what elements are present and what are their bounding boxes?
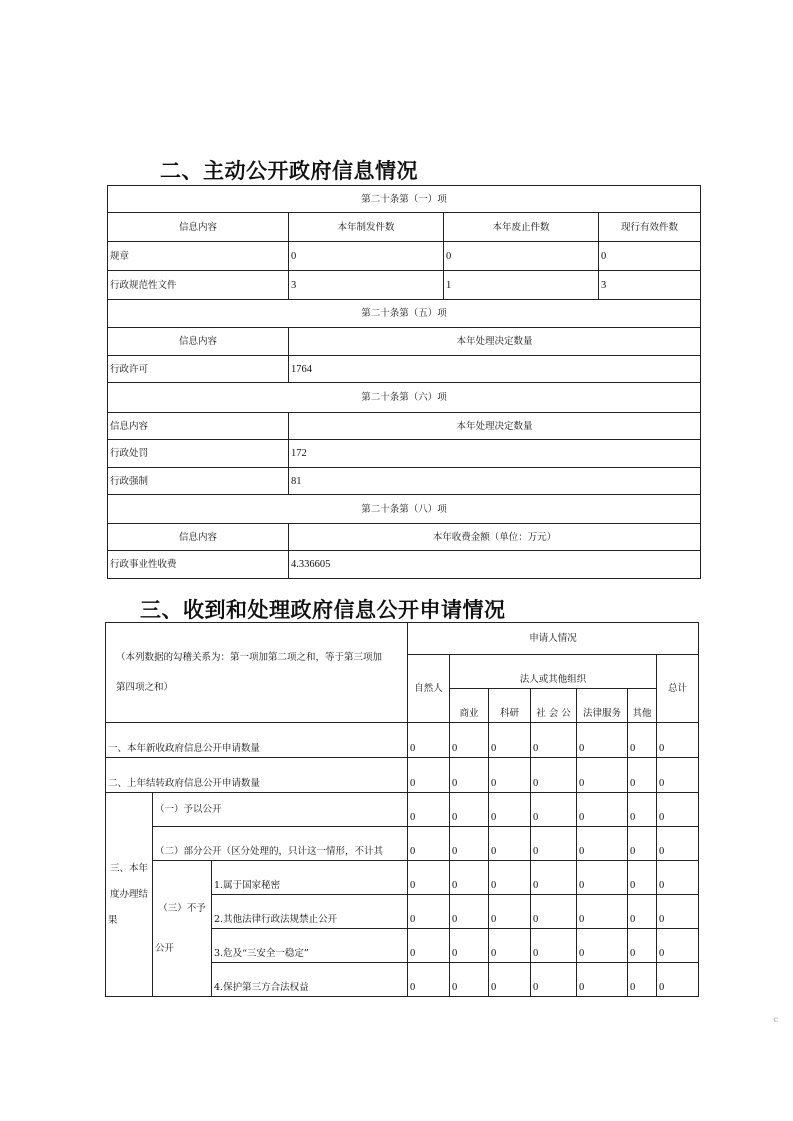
cell-value: 0 xyxy=(657,793,699,827)
row-label: 一、本年新收政府信息公开申请数量 xyxy=(106,723,408,758)
article-20-1-header: 第二十条第（一）项 xyxy=(108,186,701,213)
table-row xyxy=(108,242,701,271)
col-social: 社 会 公 xyxy=(531,689,577,723)
cell-value: 0 xyxy=(408,827,450,861)
row-label: 行政强制 xyxy=(108,468,289,495)
row-label: 2.其他法律行政法规禁止公开 xyxy=(212,895,408,929)
group-label-line1: 三、本年 xyxy=(109,862,148,874)
cell-value: 0 xyxy=(408,758,450,793)
article-20-5-header: 第二十条第（五）项 xyxy=(108,300,701,328)
cell-value: 0 xyxy=(450,793,489,827)
cell-value: 0 xyxy=(628,793,657,827)
abolished-value: 1 xyxy=(444,271,599,300)
table-row xyxy=(106,861,699,895)
issued-value: 0 xyxy=(289,242,444,271)
issued-value: 3 xyxy=(289,271,444,300)
col-research: 科研 xyxy=(489,689,531,723)
cell-value: 0 xyxy=(657,758,699,793)
cell-value: 0 xyxy=(531,827,577,861)
cell-value: 0 xyxy=(489,827,531,861)
row-label: 1.属于国家秘密 xyxy=(212,861,408,895)
valid-count-header: 现行有效件数 xyxy=(599,213,701,242)
natural-person-header: 自然人 xyxy=(408,655,450,723)
table-row xyxy=(108,468,701,495)
cell-value: 0 xyxy=(628,758,657,793)
application-handling-table xyxy=(105,622,699,997)
group-label-line2: 度办理结 xyxy=(109,888,148,900)
cell-value: 0 xyxy=(657,963,699,997)
cell-value: 0 xyxy=(489,758,531,793)
cell-value: 0 xyxy=(450,723,489,758)
cell-value: 0 xyxy=(628,929,657,963)
row-label: （一）予以公开 xyxy=(153,793,408,827)
cell-value: 0 xyxy=(489,963,531,997)
penalty-value: 172 xyxy=(289,440,701,468)
annual-result-group-label xyxy=(106,793,153,997)
cell-value: 0 xyxy=(450,827,489,861)
cell-value: 0 xyxy=(657,929,699,963)
cell-value: 0 xyxy=(628,827,657,861)
cell-value: 0 xyxy=(408,723,450,758)
col-legal-service: 法律服务 xyxy=(577,689,628,723)
decisions-count-header: 本年处理决定数量 xyxy=(289,413,701,440)
cell-value: 0 xyxy=(657,827,699,861)
decisions-count-header: 本年处理决定数量 xyxy=(289,328,701,356)
row-label: 3.危及“三安全一稳定” xyxy=(212,929,408,963)
article-20-8-header: 第二十条第（八）项 xyxy=(108,495,701,524)
article-20-6-header: 第二十条第（六）项 xyxy=(108,383,701,413)
cell-value: 0 xyxy=(531,723,577,758)
abolished-count-header: 本年废止件数 xyxy=(444,213,599,242)
group-label-line3: 果 xyxy=(108,914,118,926)
cell-value: 0 xyxy=(408,861,450,895)
cell-value: 0 xyxy=(657,723,699,758)
cell-value: 0 xyxy=(408,793,450,827)
cell-value: 0 xyxy=(450,929,489,963)
cell-value: 0 xyxy=(531,758,577,793)
row-label: 规章 xyxy=(108,242,289,271)
cell-value: 0 xyxy=(489,929,531,963)
cell-value: 0 xyxy=(628,963,657,997)
checksum-note-line1: （本列数据的勾稽关系为：第一项加第二项之和，等于第三项加 xyxy=(116,651,383,663)
cell-value: 0 xyxy=(531,963,577,997)
cell-value: 0 xyxy=(577,895,628,929)
table-row xyxy=(108,271,701,300)
row-label: 行政事业性收费 xyxy=(108,551,289,579)
info-content-header: 信息内容 xyxy=(108,213,289,242)
table-row xyxy=(106,827,699,861)
cell-value: 0 xyxy=(489,793,531,827)
info-content-header: 信息内容 xyxy=(108,524,289,551)
row-label: 4.保护第三方合法权益 xyxy=(212,963,408,997)
cell-value: 0 xyxy=(408,895,450,929)
table-row xyxy=(106,758,699,793)
fee-value: 4.336605 xyxy=(289,551,701,579)
cell-value: 0 xyxy=(489,723,531,758)
table-row xyxy=(106,793,699,827)
col-commercial: 商业 xyxy=(450,689,489,723)
cell-value: 0 xyxy=(450,895,489,929)
checksum-note-line2: 第四项之和） xyxy=(116,681,174,693)
cell-value: 0 xyxy=(628,895,657,929)
cell-value: 0 xyxy=(450,758,489,793)
cell-value: 0 xyxy=(577,758,628,793)
cell-value: 0 xyxy=(628,723,657,758)
cell-value: 0 xyxy=(450,861,489,895)
col-other: 其他 xyxy=(628,689,657,723)
cell-value: 0 xyxy=(628,861,657,895)
cell-value: 0 xyxy=(408,963,450,997)
table-row xyxy=(108,356,701,383)
cell-value: 0 xyxy=(577,929,628,963)
enforce-value: 81 xyxy=(289,468,701,495)
cell-value: 0 xyxy=(577,723,628,758)
proactive-disclosure-table xyxy=(107,185,701,579)
cell-value: 0 xyxy=(577,861,628,895)
row-label: 行政许可 xyxy=(108,356,289,383)
deny-group-label xyxy=(153,861,212,997)
cell-value: 0 xyxy=(489,895,531,929)
row-label: 二、上年结转政府信息公开申请数量 xyxy=(106,758,408,793)
cell-value: 0 xyxy=(577,963,628,997)
corner-mark: c xyxy=(773,1015,778,1024)
cell-value: 0 xyxy=(657,895,699,929)
total-header: 总计 xyxy=(657,655,699,723)
cell-value: 0 xyxy=(531,861,577,895)
section2-heading: 二、主动公开政府信息情况 xyxy=(160,159,418,183)
valid-value: 3 xyxy=(599,271,701,300)
row-label: 行政处罚 xyxy=(108,440,289,468)
cell-value: 0 xyxy=(531,929,577,963)
checksum-note xyxy=(106,623,408,723)
permit-value: 1764 xyxy=(289,356,701,383)
section3-heading: 三、收到和处理政府信息公开申请情况 xyxy=(140,598,506,622)
cell-value: 0 xyxy=(577,827,628,861)
table-row xyxy=(106,723,699,758)
info-content-header: 信息内容 xyxy=(108,413,289,440)
table-row xyxy=(108,551,701,579)
issued-count-header: 本年制发件数 xyxy=(289,213,444,242)
cell-value: 0 xyxy=(531,793,577,827)
abolished-value: 0 xyxy=(444,242,599,271)
cell-value: 0 xyxy=(657,861,699,895)
row-label: 行政规范性文件 xyxy=(108,271,289,300)
cell-value: 0 xyxy=(450,963,489,997)
row-label: （二）部分公开（区分处理的，只计这一情形，不计其 xyxy=(153,827,408,861)
legal-entity-header: 法人或其他组织 xyxy=(450,655,657,689)
info-content-header: 信息内容 xyxy=(108,328,289,356)
cell-value: 0 xyxy=(489,861,531,895)
cell-value: 0 xyxy=(531,895,577,929)
valid-value: 0 xyxy=(599,242,701,271)
applicant-header: 申请人情况 xyxy=(408,623,699,655)
cell-value: 0 xyxy=(408,929,450,963)
fee-amount-header: 本年收费金额（单位：万元） xyxy=(289,524,701,551)
table-row xyxy=(108,440,701,468)
deny-label-line2: 公开 xyxy=(155,942,175,954)
deny-label-line1: （三）不予 xyxy=(158,902,206,914)
cell-value: 0 xyxy=(577,793,628,827)
